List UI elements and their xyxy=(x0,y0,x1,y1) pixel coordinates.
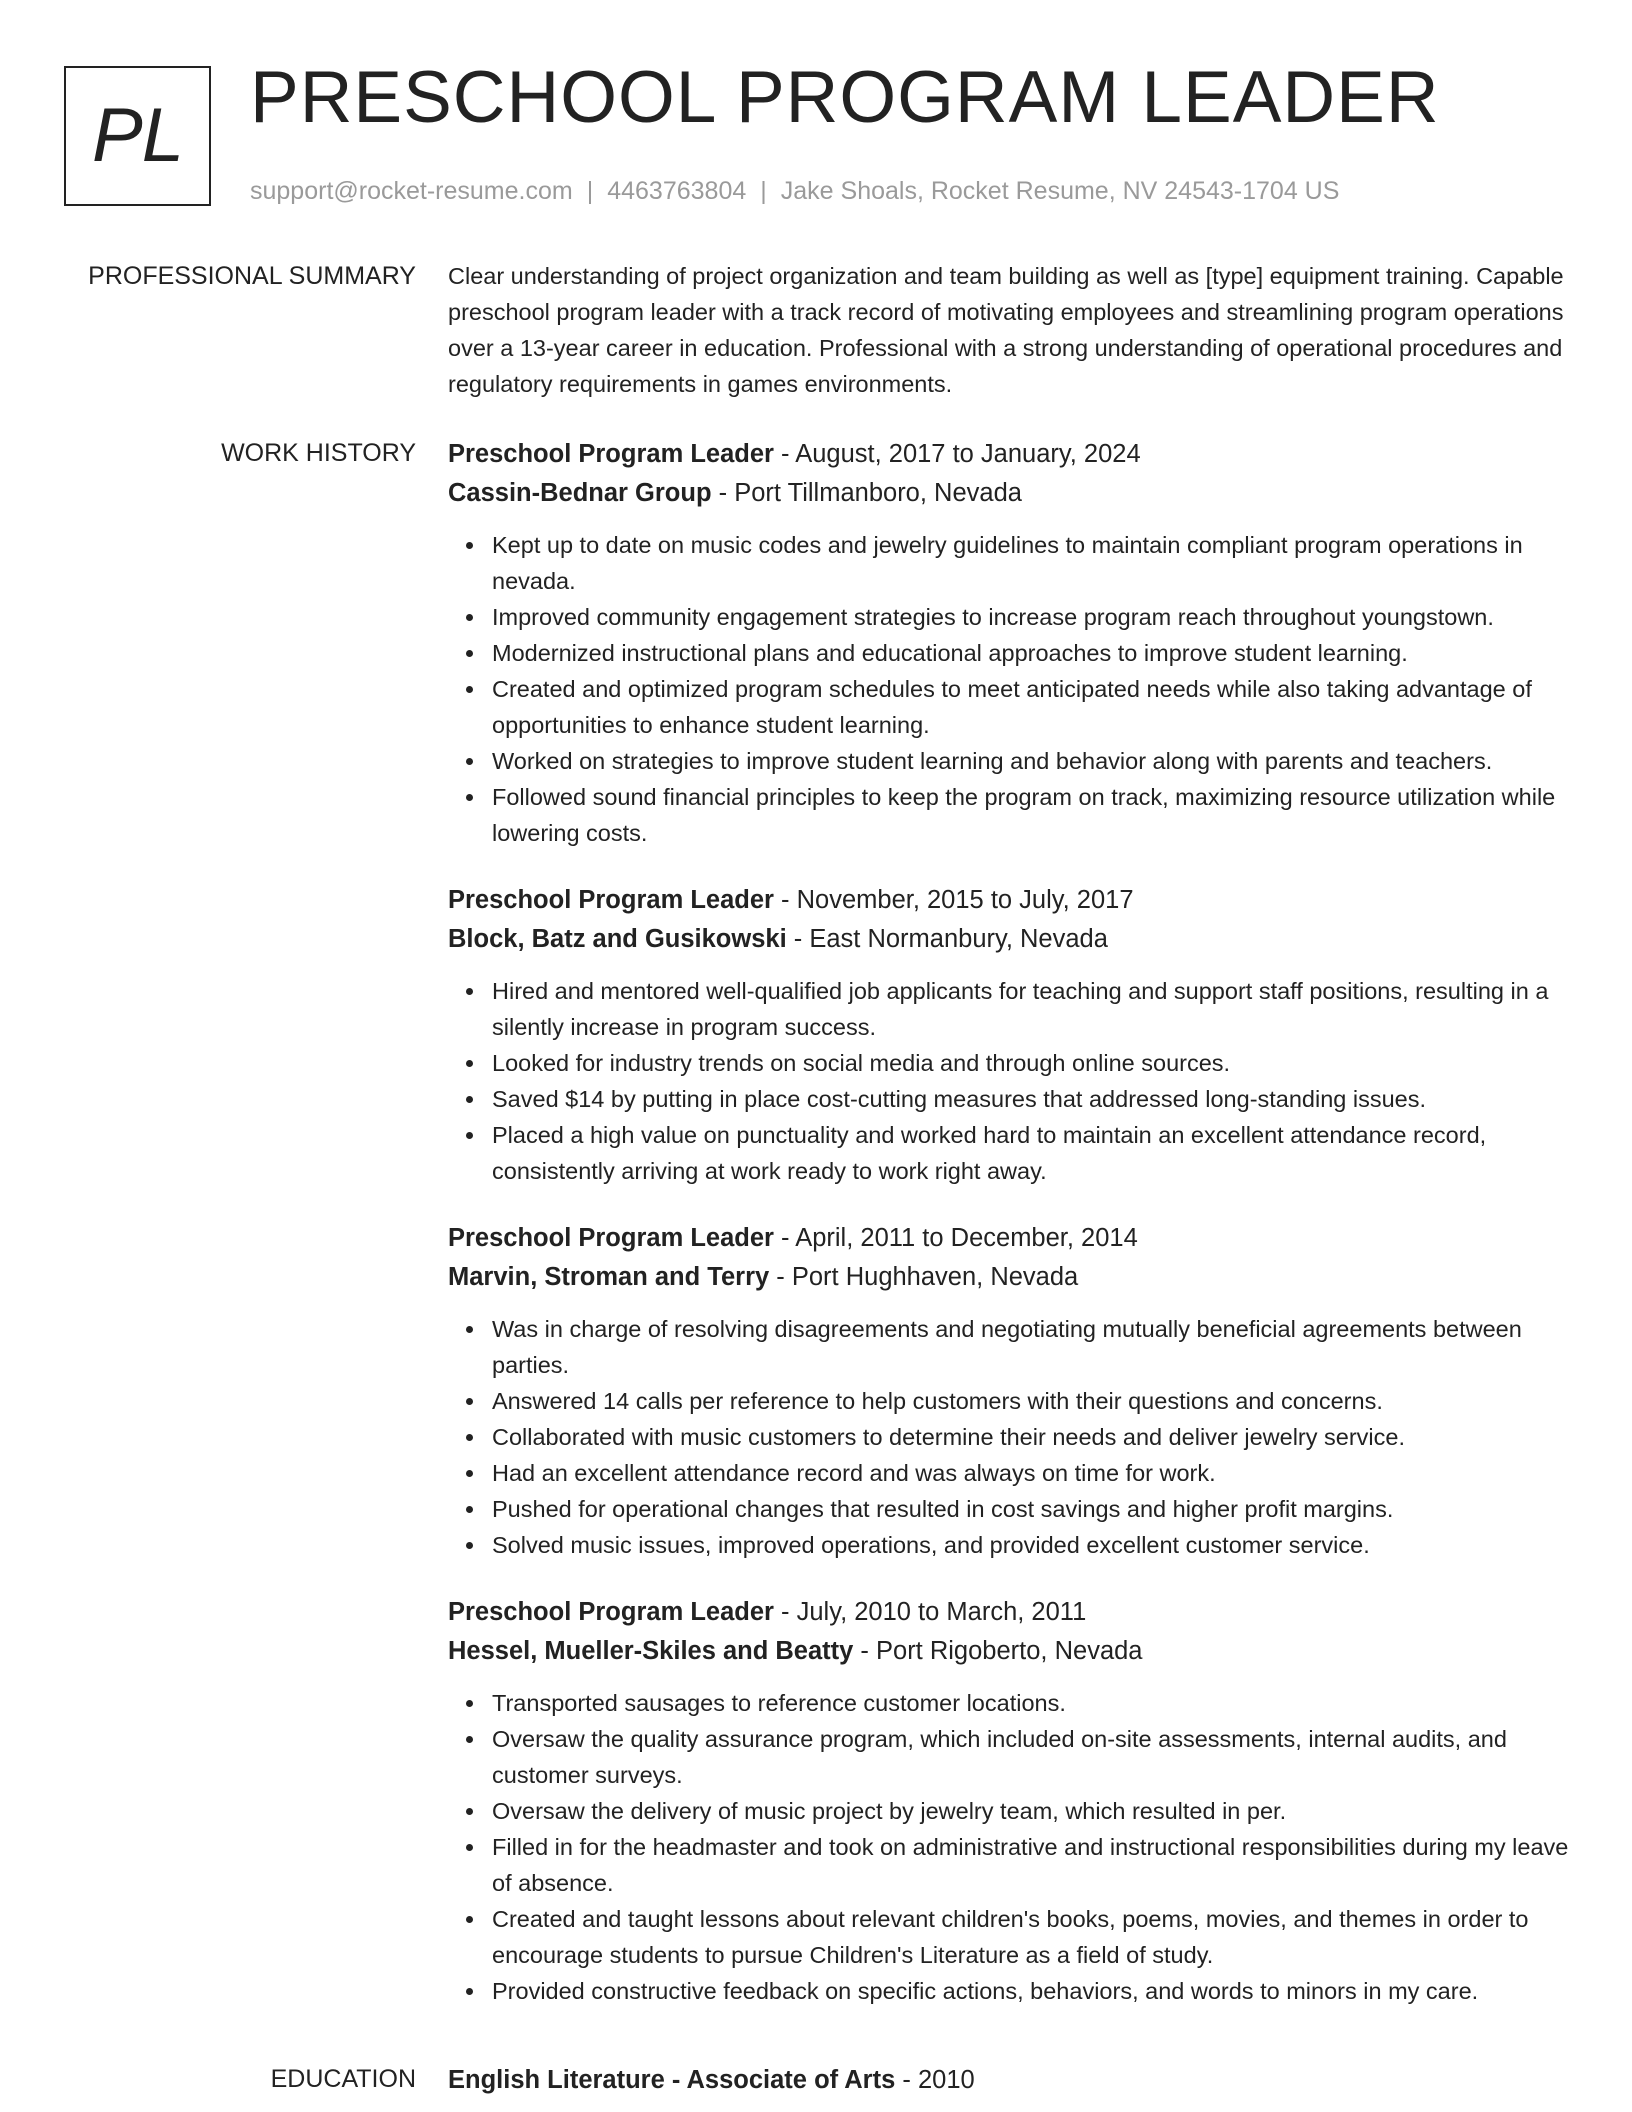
candidate-name: PRESCHOOL PROGRAM LEADER xyxy=(250,57,1440,138)
company-location: - Port Rigoberto, Nevada xyxy=(853,1637,1143,1665)
job-bullet: Looked for industry trends on social media and through online sources. xyxy=(492,1045,1570,1081)
job-bullet: Answered 14 calls per reference to help customers with their questions and concerns. xyxy=(492,1383,1570,1419)
job-bullet: Modernized instructional plans and educational approaches to improve student learning. xyxy=(492,635,1570,671)
job-bullet: Transported sausages to reference customer locations. xyxy=(492,1685,1570,1721)
job-title-line xyxy=(448,1593,1570,1631)
company-location: - East Normanbury, Nevada xyxy=(786,925,1108,953)
job-bullets xyxy=(448,1685,1570,2009)
company-line xyxy=(448,919,1570,959)
monogram-initials: PL xyxy=(92,93,183,178)
company-line xyxy=(448,1257,1570,1297)
job-bullet: Had an excellent attendance record and was always on time for work. xyxy=(492,1455,1570,1491)
job-title: Preschool Program Leader xyxy=(448,440,774,468)
job-bullet: Solved music issues, improved operations, and provided excellent customer service. xyxy=(492,1527,1570,1563)
job-bullets xyxy=(448,1311,1570,1563)
contact-email[interactable]: support@rocket-resume.com xyxy=(250,177,573,205)
work-history-body xyxy=(448,435,1570,2039)
company-name: Cassin-Bednar Group xyxy=(448,479,712,507)
education-degree: English Literature - Associate of Arts xyxy=(448,2066,896,2094)
job-bullet: Improved community engagement strategies to increase program reach throughout youngstown. xyxy=(492,599,1570,635)
job-title: Preschool Program Leader xyxy=(448,1224,774,1252)
company-name: Marvin, Stroman and Terry xyxy=(448,1263,770,1291)
job-bullet: Kept up to date on music codes and jewelry guidelines to maintain compliant program operations in nevada. xyxy=(492,527,1570,599)
job-bullet: Saved $14 by putting in place cost-cutting measures that addressed long-standing issues. xyxy=(492,1081,1570,1117)
company-location: - Port Tillmanboro, Nevada xyxy=(711,479,1022,507)
contact-separator: | xyxy=(760,177,767,205)
education-degree-line xyxy=(448,2061,1570,2099)
summary-body xyxy=(448,258,1570,402)
job-entry xyxy=(448,881,1570,1189)
job-entry xyxy=(448,1219,1570,1563)
job-title: Preschool Program Leader xyxy=(448,886,774,914)
education-heading: EDUCATION xyxy=(270,2065,416,2093)
company-line xyxy=(448,1631,1570,1671)
company-name: Hessel, Mueller-Skiles and Beatty xyxy=(448,1637,854,1665)
job-bullet: Collaborated with music customers to determine their needs and deliver jewelry service. xyxy=(492,1419,1570,1455)
summary-heading: PROFESSIONAL SUMMARY xyxy=(88,262,416,290)
job-entry xyxy=(448,435,1570,851)
job-bullet: Created and optimized program schedules to meet anticipated needs while also taking advantage of opportunities to enhance student learning. xyxy=(492,671,1570,743)
job-dates: - July, 2010 to March, 2011 xyxy=(773,1598,1087,1626)
job-bullets xyxy=(448,973,1570,1189)
job-bullets xyxy=(448,527,1570,851)
job-bullet: Oversaw the delivery of music project by jewelry team, which resulted in per. xyxy=(492,1793,1570,1829)
job-bullet: Placed a high value on punctuality and worked hard to maintain an excellent attendance record, consistently arriving at work ready to work right away. xyxy=(492,1117,1570,1189)
job-dates: - August, 2017 to January, 2024 xyxy=(773,440,1141,468)
job-bullet: Oversaw the quality assurance program, which included on-site assessments, internal audits, and customer surveys. xyxy=(492,1721,1570,1793)
job-title-line xyxy=(448,1219,1570,1257)
company-line xyxy=(448,473,1570,513)
job-dates: - April, 2011 to December, 2014 xyxy=(773,1224,1138,1252)
job-title-line xyxy=(448,881,1570,919)
job-entry xyxy=(448,1593,1570,2009)
job-bullet: Followed sound financial principles to keep the program on track, maximizing resource utilization while lowering costs. xyxy=(492,779,1570,851)
contact-phone[interactable]: 4463763804 xyxy=(607,177,747,205)
summary-text: Clear understanding of project organization and team building as well as [type] equipment training. Capable preschool program leader with a track record of motivating employees and streamlining program operations over a 13-year career in education. Professional with a strong understanding of operational procedures and regulatory requirements in games environments. xyxy=(448,263,1564,397)
work-history-heading: WORK HISTORY xyxy=(221,439,416,467)
company-name: Block, Batz and Gusikowski xyxy=(448,925,787,953)
job-bullet: Provided constructive feedback on specific actions, behaviors, and words to minors in my care. xyxy=(492,1973,1570,2009)
monogram-box xyxy=(64,66,211,206)
job-bullet: Worked on strategies to improve student learning and behavior along with parents and teachers. xyxy=(492,743,1570,779)
education-year: - 2010 xyxy=(895,2066,975,2094)
job-bullet: Filled in for the headmaster and took on administrative and instructional responsibilities during my leave of absence. xyxy=(492,1829,1570,1901)
contact-address: Jake Shoals, Rocket Resume, NV 24543-1704 US xyxy=(780,177,1340,205)
job-bullet: Hired and mentored well-qualified job applicants for teaching and support staff positions, resulting in a silently increase in program success. xyxy=(492,973,1570,1045)
contact-separator: | xyxy=(586,177,594,205)
company-location: - Port Hughhaven, Nevada xyxy=(769,1263,1079,1291)
job-bullet: Created and taught lessons about relevant children's books, poems, movies, and themes in order to encourage students to pursue Children's Literature as a field of study. xyxy=(492,1901,1570,1973)
job-bullet: Was in charge of resolving disagreements and negotiating mutually beneficial agreements between parties. xyxy=(492,1311,1570,1383)
job-title: Preschool Program Leader xyxy=(448,1598,774,1626)
job-title-line xyxy=(448,435,1570,473)
job-bullet: Pushed for operational changes that resulted in cost savings and higher profit margins. xyxy=(492,1491,1570,1527)
education-body xyxy=(448,2061,1570,2099)
job-dates: - November, 2015 to July, 2017 xyxy=(773,886,1134,914)
contact-line xyxy=(250,176,1339,206)
